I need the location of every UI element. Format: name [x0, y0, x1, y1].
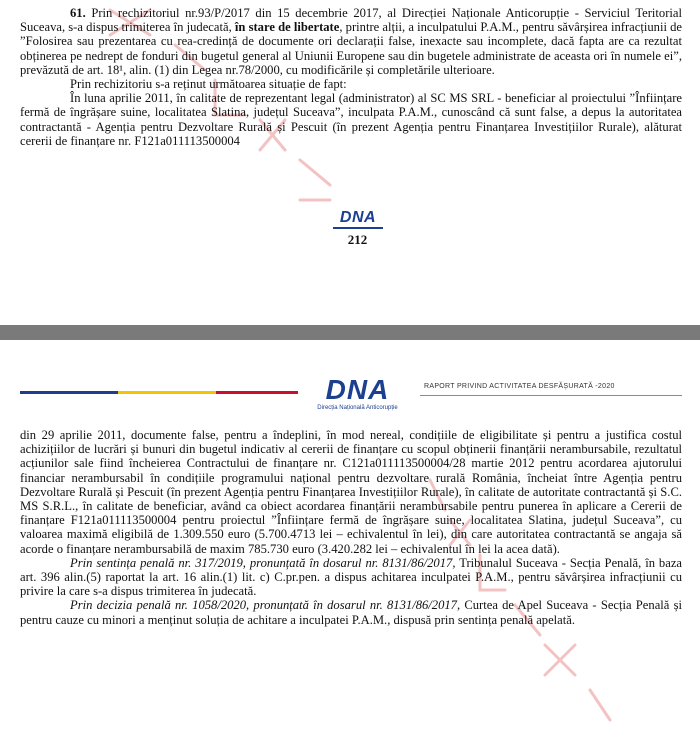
paragraph — [20, 6, 682, 77]
paragraph-text: Curtea de Apel Suceava - Secția Penală și pentru cauze cu minori a menținut soluția de achitare a inculpatei P.A.M., dispusă prin sentința penală apelată. — [20, 598, 682, 627]
paragraph — [20, 598, 682, 626]
document-page-top — [0, 0, 700, 325]
paragraph — [20, 77, 682, 91]
paragraph-text: Prin sentința penală nr. 317/2019, pronunțată în dosarul nr. 8131/86/2017, — [70, 555, 456, 570]
dna-footer-logo-text: DNA — [339, 209, 377, 226]
paragraph-text: Prin rechizitoriul nr.93/P/2017 din 15 decembrie 2017, al Direcției Naționale Anticorupție - Serviciul Teritorial Suceava, s-a dispus trimiterea în judecată, — [20, 6, 682, 35]
top-page-body — [20, 6, 682, 148]
dna-header-logo — [300, 376, 415, 416]
document-page-bottom — [0, 340, 700, 737]
bottom-page-body — [20, 428, 682, 627]
paragraph — [20, 556, 682, 599]
paragraph-text: în stare de libertate — [234, 20, 340, 35]
header-stripe-yellow — [118, 391, 216, 394]
paragraph-text: În luna aprilie 2011, în calitate de reprezentant legal (administrator) al SC MS SRL - beneficiar al proiectului ”Înființare fermă de îngrășare suine, localitatea Slatina, județul Suceava”, inculpata P.A.M., cunoscând că sunt false, a depus la autoritatea contractantă - Agenția pentru Dezvoltare Rurală și Pescuit (în prezent Agenția pentru Finanțarea Investițiilor Rurale), alăturat cererii de finanțare nr. F121a011113500004 — [20, 91, 682, 148]
paragraph — [20, 428, 682, 556]
paragraph-text: 61. — [70, 6, 92, 20]
header-stripe-red — [216, 391, 298, 394]
page-number: 212 — [347, 232, 368, 247]
header-rule — [420, 395, 682, 396]
report-title: RAPORT PRIVIND ACTIVITATEA DESFĂȘURATĂ -2020 — [424, 383, 615, 390]
page-separator — [0, 325, 700, 340]
paragraph-text: Prin decizia penală nr. 1058/2020, pronunțată în dosarul nr. 8131/86/2017, — [70, 598, 461, 613]
dna-header-logo-subtitle: Direcția Națională Anticorupție — [317, 405, 398, 411]
paragraph-text: Tribunalul Suceava - Secția Penală, în baza art. 396 alin.(5) raportat la art. 16 alin.(1) lit. c) C.pr.pen. a dispus achitarea inculpatei P.A.M., pentru săvârșirea infracțiunii cu privire la care s-a dispus trimiterea în judecată. — [20, 555, 683, 599]
paragraph-text: , printre alții, a inculpatului P.A.M., pentru săvârșirea infracțiunii de ”Folosirea sau prezentarea cu rea-credință de documente ori declarații false, inexacte sau incomplete, dacă fapta are ca rezultat obținerea pe nedrept de fonduri din bugetul general al Uniunii Europene sau din bugetele administrate de aceasta ori în numele ei”, prevăzută de art. 18¹, alin. (1) din Legea nr.78/2000, cu modificările și completările ulterioare. — [20, 20, 683, 77]
paragraph-text: din 29 aprilie 2011, documente false, pentru a îndeplini, în mod nereal, condițiile de eligibilitate și pentru a justifica costul achizițiilor de lucrări și bunuri din bugetul indicativ al cererii de finanțare cu scopul obținerii finanțării nerambursabile, rezultatul acțiunilor sale fiind încheierea Contractului de finanțare nr. C121a011113500004/28 martie 2012 pentru acordarea ajutorului financiar nerambursabil în condițiile programului național pentru dezvoltare rurală România, încheiat între Agenția pentru Dezvoltare Rurală și Pescuit (în prezent Agenția pentru Finanțarea Investițiilor Rurale), în calitate de autoritate contractantă și S.C. MS S.R.L., în calitate de beneficiar, având ca obiect acordarea finanțării nerambursabile pentru punerea în aplicare a Cererii de finanțare F121a011113500004 pentru proiectul ”Înființare fermă de îngrășare suine, localitatea Slatina, județul Suceava”, cu valoarea maximă eligibilă de 1.309.550 euro (5.700.4713 lei – echivalentul în lei), din care autoritatea contractantă se angaja să acorde o finanțare nerambursabilă de maxim 785.730 euro (3.420.282 lei – echivalentul în lei la acea dată). — [20, 428, 682, 556]
dna-header-logo-text: DNA — [325, 374, 390, 405]
paragraph — [20, 91, 682, 148]
header-stripe-blue — [20, 391, 118, 394]
paragraph-text: Prin rechizitoriu s-a reținut următoarea situație de fapt: — [70, 77, 347, 92]
dna-footer-logo — [333, 210, 383, 230]
